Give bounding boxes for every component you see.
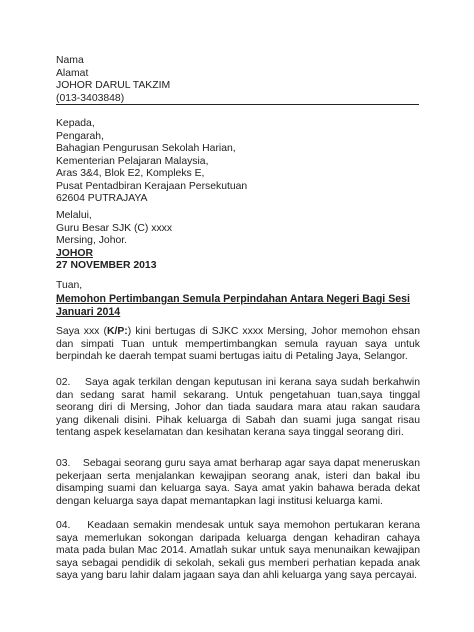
via-line: Mersing, Johor. <box>56 235 128 246</box>
letter-date: 27 NOVEMBER 2013 <box>56 260 157 271</box>
via-line: Guru Besar SJK (C) xxxx <box>56 222 173 234</box>
p1-rest: ) kini bertugas di SJKC xxxx Mersing, Johor memohon ehsan dan simpati Tuan untuk mempertimbangkan semula rayuan saya untuk berpindah ke daerah tempat suami bertugas iaitu di Petaling Jaya, Selangor. <box>56 326 420 362</box>
recipient-line: 62604 PUTRAJAYA <box>56 193 148 204</box>
sender-block <box>56 55 420 105</box>
p2-text: 02. Saya agak terkilan dengan keputusan ini kerana saya sudah berkahwin dan sedang sarat hamil sekarang. Untuk pengetahuan tuan,saya tinggal seorang diri di Mersing, Johor dan tiada saudara mara atau rakan saudara yang dikenali disini. Pihak keluarga di Sabah dan suami juga sangat risau tentang aspek keselamatan dan kesihatan kerana saya tinggal seorang diri. <box>56 377 420 438</box>
recipient-line: Aras 3&4, Blok E2, Kompleks E, <box>56 168 205 179</box>
sender-state: JOHOR DARUL TAKZIM <box>56 80 171 91</box>
paragraph-4 <box>56 520 420 583</box>
recipient-line: Bahagian Pengurusan Sekolah Harian, <box>56 143 236 154</box>
via-state: JOHOR <box>56 247 93 259</box>
header-divider <box>56 104 419 105</box>
recipient-line: Kepada, <box>56 118 95 129</box>
recipient-line: Pusat Pentadbiran Kerajaan Persekutuan <box>56 180 248 192</box>
recipient-block <box>56 118 420 206</box>
via-line: Melalui, <box>56 210 92 221</box>
subject-line-1: Memohon Pertimbangan Semula Perpindahan Antara Negeri Bagi Sesi <box>56 293 410 305</box>
p1-prefix: Saya xxx ( <box>56 326 107 337</box>
paragraph-2 <box>56 377 420 440</box>
p3-text: 03. Sebagai seorang guru saya amat berharap agar saya dapat meneruskan pekerjaan serta menjalankan kewajipan seorang anak, isteri dan bakal ibu disamping suami dan keluarga saya. Saya amat yakin bahawa berada dekat dengan keluarga saya dapat memantapkan lagi institusi keluarga kami. <box>56 458 420 507</box>
subject-block <box>56 293 420 318</box>
recipient-line: Pengarah, <box>56 130 104 142</box>
p4-text: 04. Keadaan semakin mendesak untuk saya memohon pertukaran kerana saya memerlukan sokongan daripada keluarga dengan kehadiran cahaya mata pada bulan Mac 2014. Amatlah sukar untuk saya menunaikan kewajipan saya sebagai pendidik di sekolah, sekali gus memberi perhatian kepada anak saya yang baru lahir dalam jagaan saya dan ahli keluarga yang saya percayai. <box>56 520 420 581</box>
paragraph-3 <box>56 458 420 508</box>
subject-line-2: Januari 2014 <box>56 305 121 318</box>
via-block <box>56 210 420 273</box>
salutation-text: Tuan, <box>56 280 83 291</box>
sender-phone: (013-3403848) <box>56 92 125 104</box>
salutation <box>56 280 420 293</box>
recipient-line: Kementerian Pelajaran Malaysia, <box>56 155 209 167</box>
p1-kp-label: K/P: <box>106 326 128 337</box>
sender-name: Nama <box>56 55 84 66</box>
paragraph-1 <box>56 326 420 364</box>
sender-address: Alamat <box>56 67 89 79</box>
